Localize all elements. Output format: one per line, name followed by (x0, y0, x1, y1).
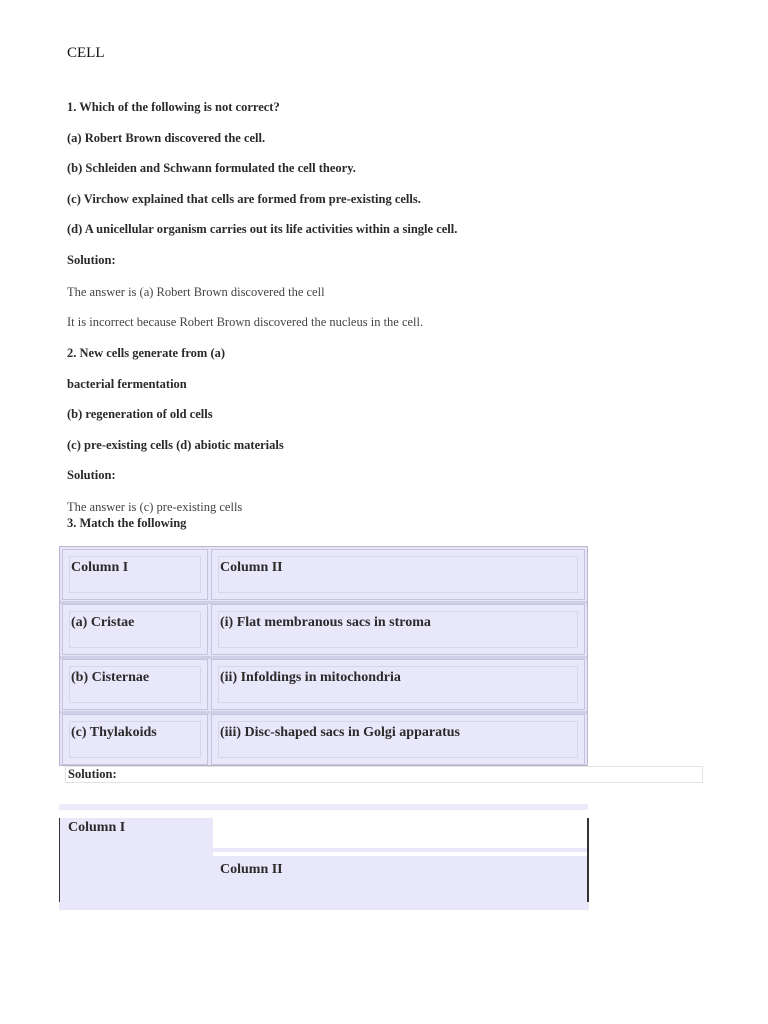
table-row (60, 602, 587, 657)
question-2: 2. New cells generate from (a) (67, 346, 226, 360)
table-row (60, 657, 587, 712)
table-border-right (587, 818, 589, 902)
solution-table-header-col2: Column II (220, 862, 283, 877)
q2-option-a: bacterial fermentation (67, 377, 187, 391)
q2-option-cd: (c) pre-existing cells (d) abiotic materials (67, 438, 284, 452)
q1-option-c: (c) Virchow explained that cells are formed from pre-existing cells. (67, 192, 421, 206)
q1-option-d: (d) A unicellular organism carries out its life activities within a single cell. (67, 222, 458, 236)
divider-stripe (59, 804, 588, 810)
q3-solution-bar (65, 766, 703, 783)
question-1: 1. Which of the following is not correct? (67, 100, 280, 114)
table-cell: (iii) Disc-shaped sacs in Golgi apparatus (211, 714, 585, 765)
q1-option-a: (a) Robert Brown discovered the cell. (67, 131, 266, 145)
solution-table (59, 818, 589, 910)
q1-solution-label: Solution: (67, 253, 116, 267)
table-border-left (59, 818, 60, 902)
q3-solution-label: Solution: (68, 767, 117, 781)
empty-cell (213, 818, 587, 848)
q2-answer: The answer is (c) pre-existing cells (67, 500, 243, 514)
question-3: 3. Match the following (67, 516, 187, 530)
table-row (60, 547, 587, 602)
q1-answer: The answer is (a) Robert Brown discovered the cell (67, 285, 325, 299)
q2-solution-label: Solution: (67, 468, 116, 482)
q1-explanation: It is incorrect because Robert Brown discovered the nucleus in the cell. (67, 315, 424, 329)
table-cell: (a) Cristae (62, 604, 208, 655)
table-header-cell: Column I (62, 549, 208, 600)
table-cell: (b) Cisternae (62, 659, 208, 710)
cell-gap (213, 852, 587, 856)
table-cell: (ii) Infoldings in mitochondria (211, 659, 585, 710)
solution-table-header-col1: Column I (68, 820, 126, 835)
table-row (60, 712, 587, 767)
document-title: CELL (67, 45, 105, 61)
table-header-cell: Column II (211, 549, 585, 600)
table-cell: (i) Flat membranous sacs in stroma (211, 604, 585, 655)
match-table (59, 546, 588, 766)
q1-option-b: (b) Schleiden and Schwann formulated the cell theory. (67, 161, 356, 175)
q2-option-b: (b) regeneration of old cells (67, 407, 213, 421)
table-cell: (c) Thylakoids (62, 714, 208, 765)
